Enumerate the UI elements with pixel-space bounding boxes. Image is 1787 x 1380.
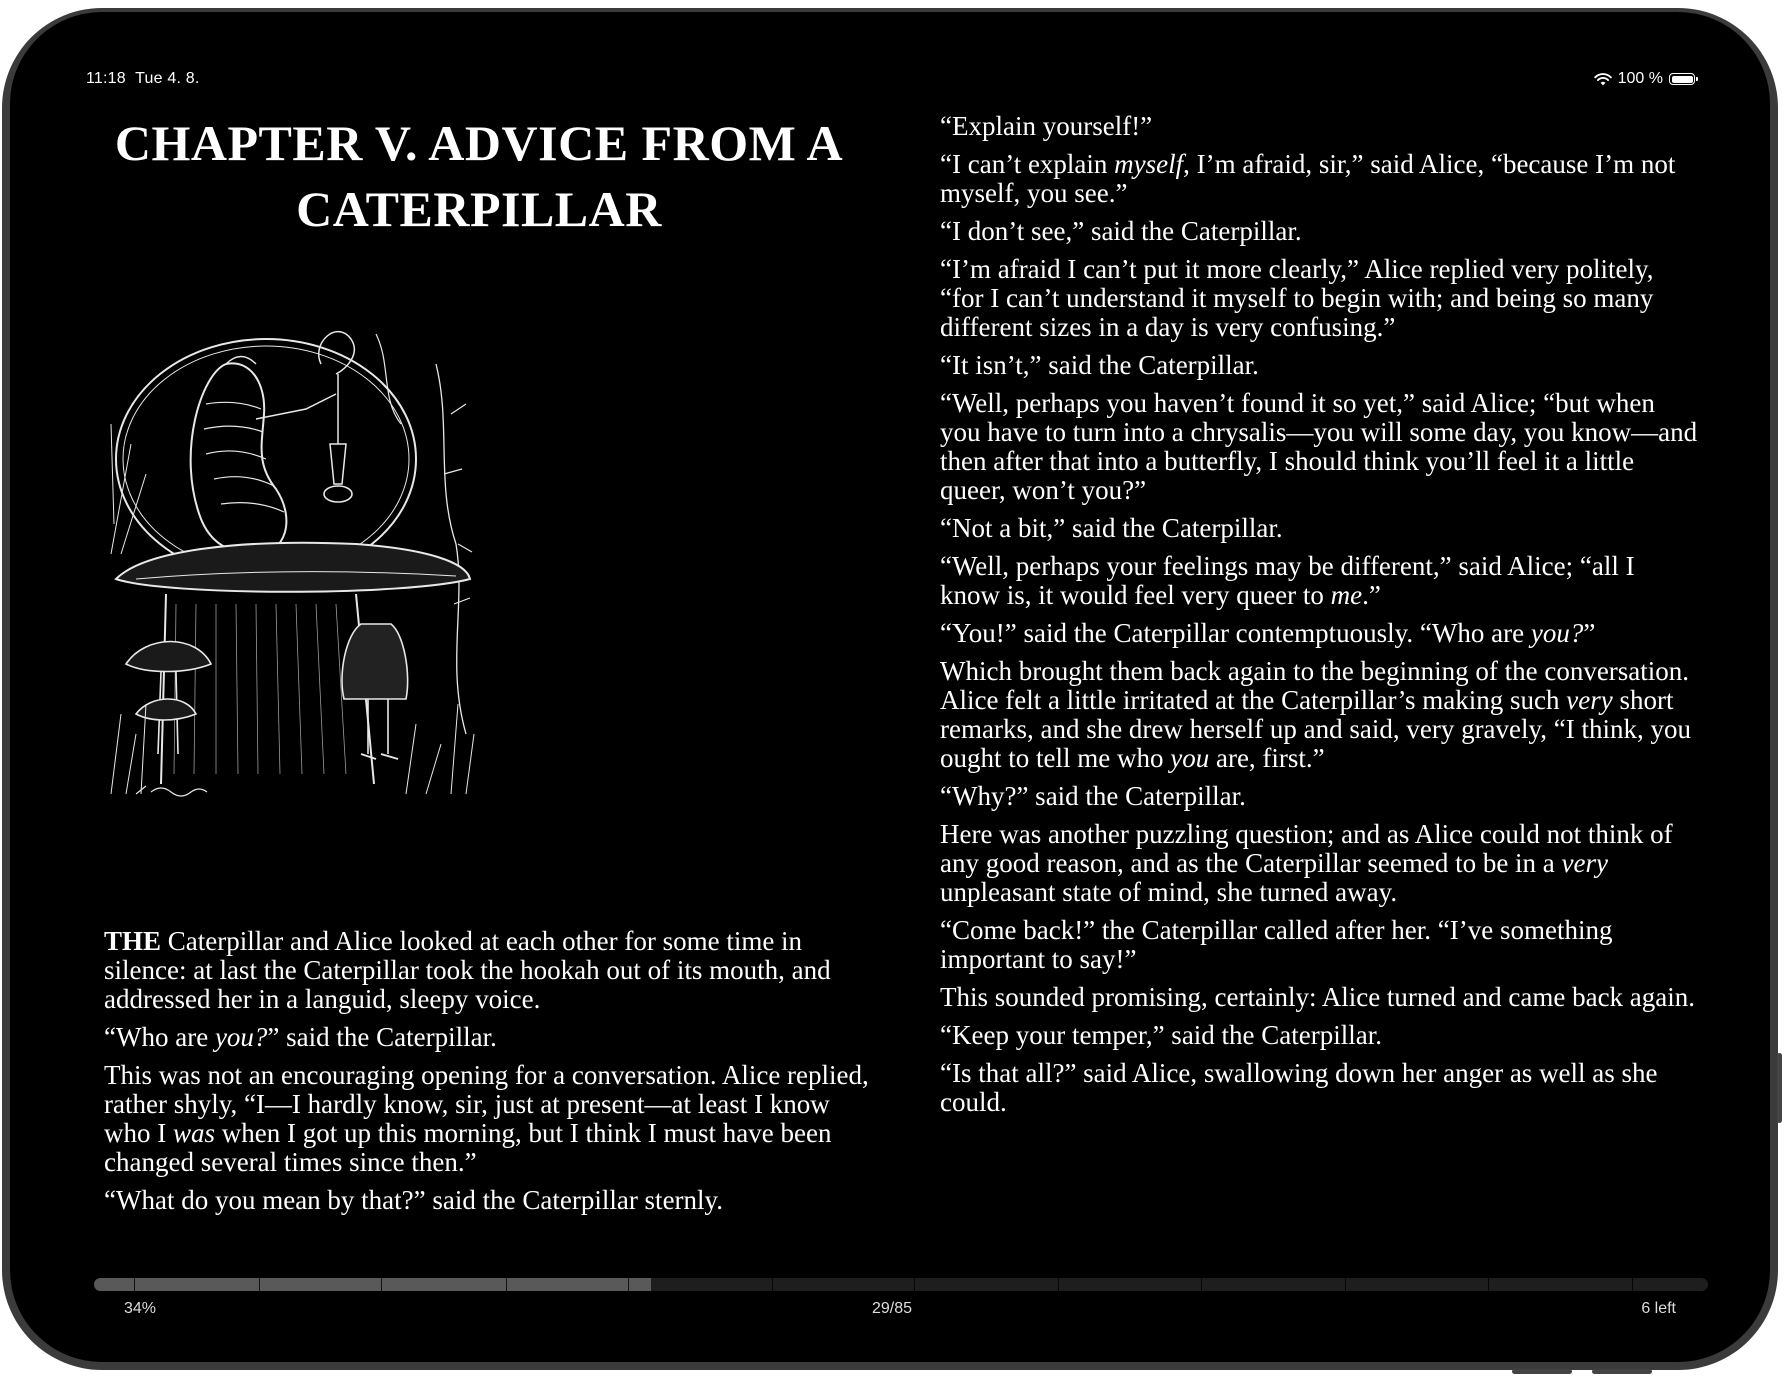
right-paragraph	[940, 217, 1700, 246]
body-text: This was not an encouraging opening for a conversation. Alice replied, rather shyly, “I—I hardly know, sir, just at present—at least I know who I	[104, 1060, 869, 1148]
right-paragraph	[940, 983, 1700, 1012]
right-paragraph	[940, 514, 1700, 543]
left-page	[94, 94, 864, 809]
body-text: are, first.”	[1209, 743, 1325, 773]
chapter-tick	[1488, 1278, 1489, 1291]
body-text: , I’m afraid, sir,” said Alice, “because I’m not myself, you see.”	[940, 149, 1676, 208]
volume-button	[1777, 1053, 1782, 1123]
body-text: Here was another puzzling question; and as Alice could not think of any good reason, and as the Caterpillar seemed to be in a	[940, 819, 1673, 878]
body-text: Caterpillar and Alice looked at each other for some time in silence: at last the Caterpillar took the hookah out of its mouth, and addressed her in a languid, sleepy voice.	[104, 926, 831, 1014]
emphasis-text: very	[1566, 685, 1613, 715]
body-text: “It isn’t,” said the Caterpillar.	[940, 350, 1259, 380]
emphasis-text: you	[1170, 743, 1210, 773]
body-text: short remarks, and she drew herself up and said, very gravely, “I think, you ought to tell me who	[940, 685, 1692, 773]
body-text: “Why?” said the Caterpillar.	[940, 781, 1246, 811]
body-text: “Well, perhaps you haven’t found it so yet,” said Alice; “but when you have to turn into a chrysalis—you will some day, you know—and then after that into a butterfly, I should think you’ll feel it a little queer, won’t you?”	[940, 388, 1698, 505]
body-text: “I can’t explain	[940, 149, 1115, 179]
chapter-tick	[1201, 1278, 1202, 1291]
chapter-tick	[628, 1278, 629, 1291]
emphasis-text: you?	[1530, 618, 1584, 648]
chapter-tick	[381, 1278, 382, 1291]
body-text: unpleasant state of mind, she turned away.	[940, 877, 1398, 907]
chapter-tick	[506, 1278, 507, 1291]
right-paragraph	[940, 112, 1700, 141]
body-text: “Keep your temper,” said the Caterpillar.	[940, 1020, 1382, 1050]
left-paragraph	[104, 1023, 874, 1052]
body-text: “What do you mean by that?” said the Caterpillar sternly.	[104, 1185, 724, 1215]
emphasis-text: you?	[214, 1022, 268, 1052]
status-time-text: 11:18	[86, 70, 126, 87]
body-text: “I’m afraid I can’t put it more clearly,” Alice replied very politely, “for I can’t understand it myself to begin with; and being so many different sizes in a day is very confusing.”	[940, 254, 1654, 342]
caterpillar-illustration[interactable]	[106, 304, 480, 804]
wifi-icon	[1594, 73, 1612, 86]
emphasis-text: me	[1330, 580, 1363, 610]
right-paragraph	[940, 820, 1700, 907]
body-text: when I got up this morning, but I think I must have been changed several times since then.”	[104, 1118, 832, 1177]
reading-progress-fill	[94, 1278, 651, 1291]
left-paragraph	[104, 1061, 874, 1177]
body-text: ” said the Caterpillar.	[267, 1022, 497, 1052]
right-paragraph	[940, 916, 1700, 974]
chapter-tick	[914, 1278, 915, 1291]
battery-percent: 100 %	[1617, 70, 1663, 87]
emphasis-text: was	[173, 1118, 216, 1148]
chapter-tick	[772, 1278, 773, 1291]
emphasis-text: very	[1561, 848, 1609, 878]
right-paragraph	[940, 1021, 1700, 1050]
body-text: “Come back!” the Caterpillar called after her. “I’ve something important to say!”	[940, 915, 1613, 974]
status-bar-right	[1594, 70, 1695, 88]
right-paragraph	[940, 351, 1700, 380]
chapter-tick	[134, 1278, 135, 1291]
chapter-tick	[1632, 1278, 1633, 1291]
body-text: “Is that all?” said Alice, swallowing down her anger as well as she could.	[940, 1058, 1658, 1117]
right-paragraph	[940, 552, 1700, 610]
right-paragraph	[940, 782, 1700, 811]
pages-left-label: 6 left	[1641, 1300, 1676, 1317]
drop-word: THE	[104, 926, 162, 956]
emphasis-text: myself	[1114, 149, 1184, 179]
battery-icon	[1669, 73, 1695, 85]
status-bar-time	[86, 70, 200, 88]
body-text: Which brought them back again to the beginning of the conversation. Alice felt a little irritated at the Caterpillar’s making such	[940, 656, 1690, 715]
left-paragraph	[104, 927, 874, 1014]
reading-progress-bar[interactable]	[94, 1278, 1708, 1291]
status-date-text: Tue 4. 8.	[135, 70, 200, 87]
top-button-1	[1512, 1369, 1572, 1374]
chapter-tick	[259, 1278, 260, 1291]
body-text: “Who are	[104, 1022, 215, 1052]
chapter-tick	[1345, 1278, 1346, 1291]
progress-percent: 34%	[124, 1300, 157, 1317]
page-counter: 29/85	[872, 1300, 913, 1317]
right-paragraph	[940, 1059, 1700, 1117]
right-paragraph	[940, 150, 1700, 208]
right-paragraph	[940, 619, 1700, 648]
top-button-2	[1592, 1369, 1652, 1374]
right-page-text	[940, 112, 1700, 1126]
body-text: “You!” said the Caterpillar contemptuously. “Who are	[940, 618, 1531, 648]
right-paragraph	[940, 657, 1700, 773]
body-text: .”	[1362, 580, 1381, 610]
right-paragraph	[940, 389, 1700, 505]
body-text: ”	[1583, 618, 1596, 648]
body-text: “Explain yourself!”	[940, 111, 1153, 141]
body-text: “Well, perhaps your feelings may be different,” said Alice; “all I know is, it would feel very queer to	[940, 551, 1635, 610]
body-text: “I don’t see,” said the Caterpillar.	[940, 216, 1302, 246]
chapter-title: CHAPTER V. ADVICE FROM A CATERPILLAR	[114, 115, 844, 237]
body-text: This sounded promising, certainly: Alice turned and came back again.	[940, 982, 1696, 1012]
chapter-tick	[1058, 1278, 1059, 1291]
left-paragraph	[104, 1186, 874, 1215]
right-paragraph	[940, 255, 1700, 342]
left-page-text	[104, 927, 874, 1224]
body-text: “Not a bit,” said the Caterpillar.	[940, 513, 1283, 543]
